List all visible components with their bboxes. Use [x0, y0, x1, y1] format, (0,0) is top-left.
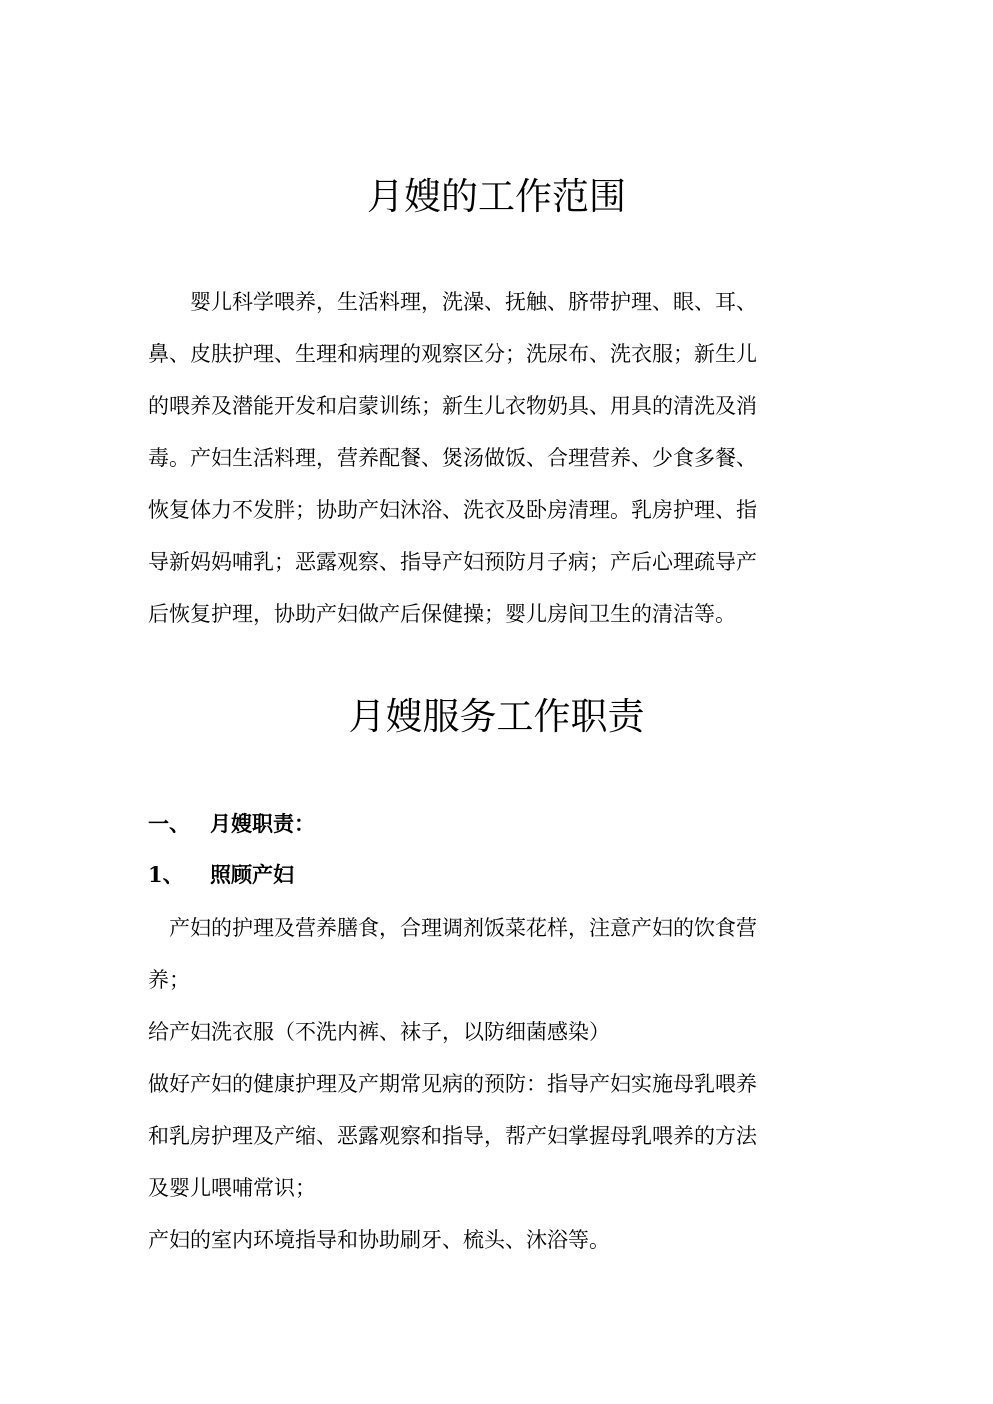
- paragraph-line: 鼻、皮肤护理、生理和病理的观察区分；洗尿布、洗衣服；新生儿: [148, 342, 757, 366]
- paragraph-line: 后恢复护理，协助产妇做产后保健操；婴儿房间卫生的清洁等。: [148, 602, 736, 626]
- page-title-service-duties: 月嫂服务工作职责: [348, 695, 645, 738]
- section-title: 月嫂职责：: [210, 811, 315, 836]
- paragraph-line: 及婴儿喂哺常识；: [148, 1176, 316, 1200]
- paragraph-line: 做好产妇的健康护理及产期常见病的预防：指导产妇实施母乳喂养: [148, 1072, 757, 1096]
- paragraph-line: 和乳房护理及产缩、恶露观察和指导，帮产妇掌握母乳喂养的方法: [148, 1124, 757, 1148]
- subsection-title: 照顾产妇: [210, 862, 294, 887]
- paragraph-line: 养；: [148, 968, 190, 992]
- paragraph-line: 产妇的室内环境指导和协助刷牙、梳头、沐浴等。: [148, 1228, 610, 1252]
- paragraph-line: 产妇的护理及营养膳食，合理调剂饭菜花样，注意产妇的饮食营: [148, 916, 757, 940]
- paragraph-line: 婴儿科学喂养，生活料理，洗澡、抚触、脐带护理、眼、耳、: [148, 290, 757, 314]
- work-scope-paragraph: [148, 276, 828, 640]
- paragraph-line: 的喂养及潜能开发和启蒙训练；新生儿衣物奶具、用具的清洗及消: [148, 394, 757, 418]
- duties-paragraph: [148, 902, 828, 1266]
- paragraph-line: 恢复体力不发胖；协助产妇沐浴、洗衣及卧房清理。乳房护理、指: [148, 498, 757, 522]
- section-number: 一、: [148, 811, 190, 836]
- subsection-number: 1、: [148, 862, 184, 887]
- paragraph-line: 毒。产妇生活料理，营养配餐、煲汤做饭、合理营养、少食多餐、: [148, 446, 757, 470]
- page-title-work-scope: 月嫂的工作范围: [367, 175, 626, 218]
- subsection-heading: [148, 855, 294, 895]
- paragraph-line: 给产妇洗衣服（不洗内裤、袜子，以防细菌感染）: [148, 1020, 610, 1044]
- paragraph-line: 导新妈妈哺乳；恶露观察、指导产妇预防月子病；产后心理疏导产: [148, 550, 757, 574]
- section-heading: [148, 804, 315, 844]
